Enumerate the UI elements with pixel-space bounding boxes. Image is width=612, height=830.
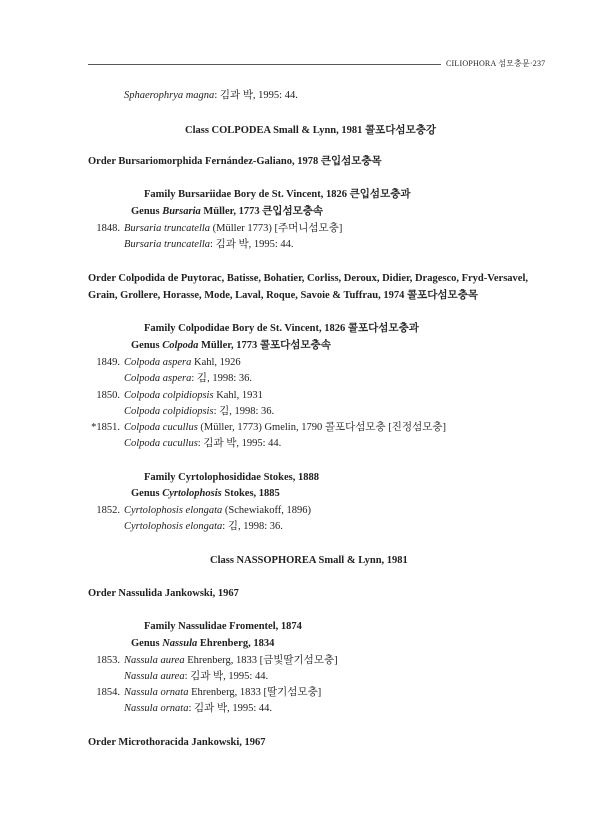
taxon-name: Colpoda colpidiopsis	[124, 406, 214, 417]
citation: : 김과 박, 1995: 44.	[214, 90, 298, 101]
order-heading: Order Colpodida de Puytorac, Batisse, Bohatier, Corliss, Deroux, Didier, Dragesco, Fryd-Versavel,	[88, 273, 529, 284]
class-heading: Class COLPODEA Small & Lynn, 1981 콜포다섬모충강	[185, 125, 436, 136]
family-heading: Family Nassulidae Fromentel, 1874	[144, 621, 302, 632]
synonym-line: Bursaria truncatella: 김과 박, 1995: 44.	[124, 239, 294, 250]
family-heading: Family Colpodidae Bory de St. Vincent, 1826 콜포다섬모충과	[144, 323, 419, 334]
species-line: Nassula aurea Ehrenberg, 1833 [금빛딸기섬모충]	[124, 655, 338, 666]
species-number: 1852.	[96, 505, 120, 516]
synonym-line	[124, 89, 298, 103]
genus-heading: Genus Cyrtolophosis Stokes, 1885	[131, 488, 280, 499]
genus-heading: Genus Bursaria Müller, 1773 큰입섬모충속	[131, 206, 324, 217]
species-number: 1849.	[96, 357, 120, 368]
species-number: *1851.	[91, 422, 120, 433]
family-heading: Family Cyrtolophosididae Stokes, 1888	[144, 472, 320, 483]
synonym-line: Nassula ornata: 김과 박, 1995: 44.	[124, 703, 272, 714]
genus-name: Colpoda	[162, 340, 199, 351]
synonym-line: Colpoda aspera: 김, 1998: 36.	[124, 373, 252, 384]
species-line: Bursaria truncatella (Müller 1773) [주머니섬모충]	[124, 223, 343, 234]
genus-heading: Genus Colpoda Müller, 1773 콜포다섬모충속	[131, 340, 331, 351]
synonym-line: Cyrtolophosis elongata: 김, 1998: 36.	[124, 521, 283, 532]
running-title: CILIOPHORA 섬모충문·237	[446, 59, 546, 68]
family-heading: Family Bursariidae Bory de St. Vincent, 1826 큰입섬모충과	[144, 189, 411, 200]
genus-heading: Genus Nassula Ehrenberg, 1834	[131, 638, 275, 649]
genus-name: Bursaria	[162, 206, 201, 217]
order-heading-cont: Grain, Grollere, Horasse, Mode, Laval, Roque, Savoie & Tuffrau, 1974 콜포다섬모충목	[88, 290, 478, 301]
taxon-name: Cyrtolophosis elongata	[124, 521, 223, 532]
species-line: Colpoda colpidiopsis Kahl, 1931	[124, 390, 263, 401]
genus-name: Cyrtolophosis	[162, 488, 222, 499]
taxon-name: Bursaria truncatella	[124, 223, 211, 234]
taxon-name: Colpoda cucullus	[124, 438, 198, 449]
species-line: Cyrtolophosis elongata (Schewiakoff, 1896)	[124, 505, 312, 516]
header-rule	[88, 64, 441, 65]
species-line: Colpoda cucullus (Müller, 1773) Gmelin, 1790 콜포다섬모충 [진정섬모충]	[124, 422, 447, 433]
order-heading: Order Nassulida Jankowski, 1967	[88, 588, 239, 599]
species-number: 1853.	[96, 655, 120, 666]
order-heading: Order Microthoracida Jankowski, 1967	[88, 737, 266, 748]
species-number: 1854.	[96, 687, 120, 698]
synonym-line: Colpoda cucullus: 김과 박, 1995: 44.	[124, 438, 282, 449]
taxon-name: Nassula ornata	[124, 687, 189, 698]
taxon-name: Colpoda cucullus	[124, 422, 198, 433]
genus-name: Nassula	[162, 638, 198, 649]
species-line: Colpoda aspera Kahl, 1926	[124, 357, 241, 368]
taxon-name: Colpoda colpidiopsis	[124, 390, 214, 401]
taxon-name: Nassula aurea	[124, 671, 185, 682]
taxon-name: Nassula aurea	[124, 655, 185, 666]
taxon-name: Sphaerophrya magna	[124, 90, 215, 101]
species-number: 1850.	[96, 390, 120, 401]
taxon-name: Colpoda aspera	[124, 373, 192, 384]
synonym-line: Colpoda colpidiopsis: 김, 1998: 36.	[124, 406, 275, 417]
taxon-name: Bursaria truncatella	[124, 239, 211, 250]
class-heading: Class NASSOPHOREA Small & Lynn, 1981	[210, 555, 408, 566]
taxon-name: Colpoda aspera	[124, 357, 192, 368]
taxon-name: Cyrtolophosis elongata	[124, 505, 223, 516]
order-heading: Order Bursariomorphida Fernández-Galiano, 1978 큰입섬모충목	[88, 156, 382, 167]
species-number: 1848.	[96, 223, 120, 234]
species-line: Nassula ornata Ehrenberg, 1833 [딸기섬모충]	[124, 687, 322, 698]
taxon-name: Nassula ornata	[124, 703, 189, 714]
synonym-line: Nassula aurea: 김과 박, 1995: 44.	[124, 671, 269, 682]
